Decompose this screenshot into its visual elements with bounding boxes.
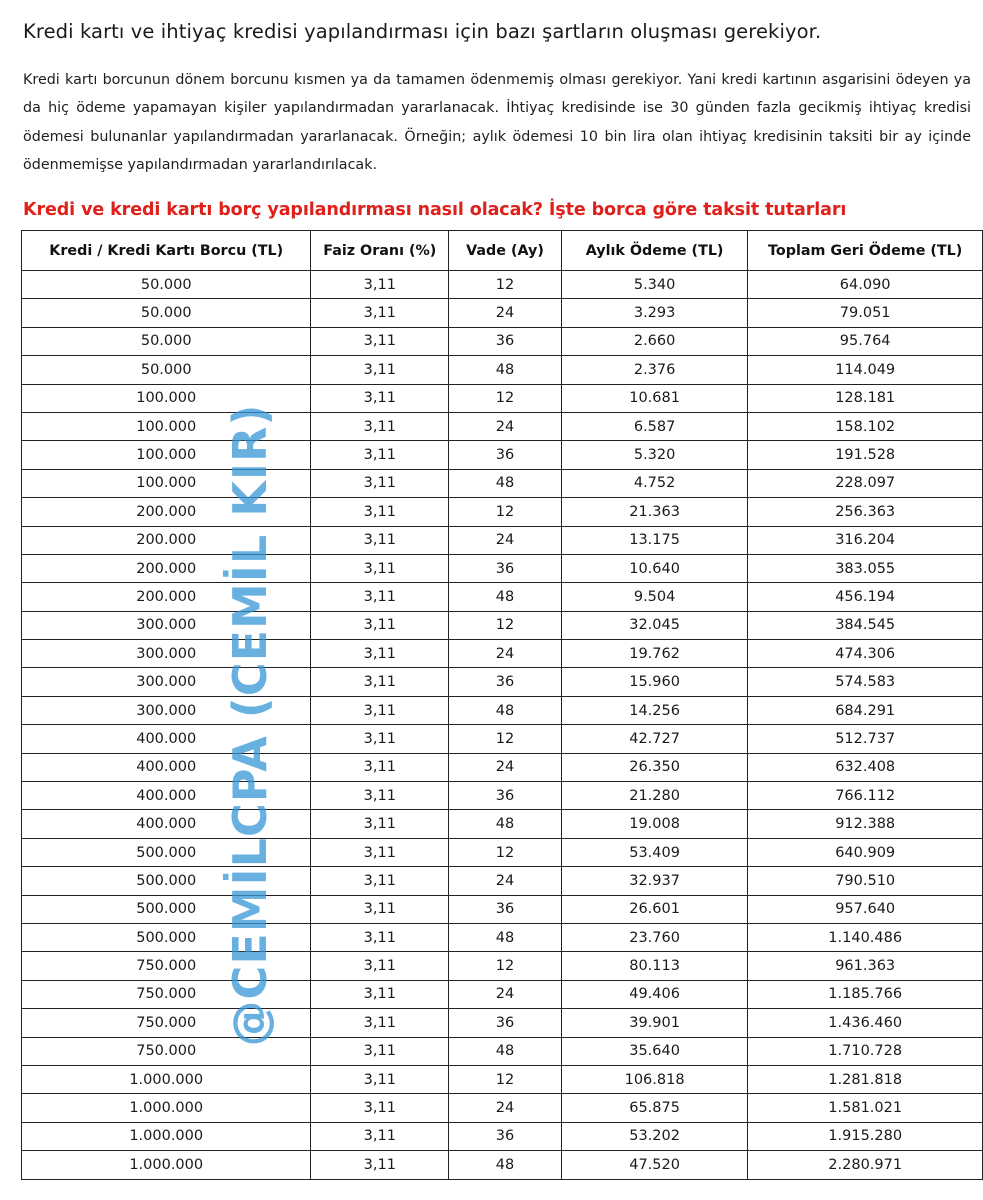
table-row: [22, 810, 983, 838]
cell-total-repayment: 158.102: [748, 412, 983, 440]
cell-term: 48: [449, 696, 562, 724]
cell-debt: 200.000: [22, 526, 311, 554]
cell-interest-rate: 3,11: [311, 271, 449, 299]
cell-interest-rate: 3,11: [311, 441, 449, 469]
cell-interest-rate: 3,11: [311, 1094, 449, 1122]
cell-total-repayment: 128.181: [748, 384, 983, 412]
cell-total-repayment: 790.510: [748, 867, 983, 895]
cell-total-repayment: 474.306: [748, 640, 983, 668]
cell-interest-rate: 3,11: [311, 583, 449, 611]
cell-debt: 750.000: [22, 1009, 311, 1037]
cell-monthly-payment: 5.320: [561, 441, 748, 469]
cell-term: 48: [449, 810, 562, 838]
cell-debt: 1.000.000: [22, 1151, 311, 1179]
table-row: [22, 725, 983, 753]
cell-total-repayment: 632.408: [748, 753, 983, 781]
cell-interest-rate: 3,11: [311, 1037, 449, 1065]
cell-term: 36: [449, 1122, 562, 1150]
cell-debt: 300.000: [22, 696, 311, 724]
header-total-repayment: Toplam Geri Ödeme (TL): [748, 231, 983, 271]
cell-monthly-payment: 15.960: [561, 668, 748, 696]
cell-debt: 100.000: [22, 412, 311, 440]
table-row: [22, 952, 983, 980]
table-title: Kredi ve kredi kartı borç yapılandırması nasıl olacak? İşte borca göre taksit tutarları: [23, 200, 847, 220]
cell-total-repayment: 228.097: [748, 469, 983, 497]
cell-term: 12: [449, 725, 562, 753]
cell-term: 12: [449, 271, 562, 299]
cell-interest-rate: 3,11: [311, 1065, 449, 1093]
cell-total-repayment: 1.581.021: [748, 1094, 983, 1122]
cell-debt: 1.000.000: [22, 1094, 311, 1122]
cell-debt: 100.000: [22, 384, 311, 412]
cell-term: 24: [449, 980, 562, 1008]
cell-debt: 50.000: [22, 271, 311, 299]
cell-interest-rate: 3,11: [311, 668, 449, 696]
cell-term: 48: [449, 1151, 562, 1179]
table-row: [22, 1009, 983, 1037]
cell-debt: 750.000: [22, 952, 311, 980]
intro-paragraph: Kredi kartı borcunun dönem borcunu kısmen ya da tamamen ödenmemiş olması gerekiyor. Yani kredi kartının asgarisini ödeyen ya da hiç ödeme yapamayan kişiler yapılandırmadan yararlanacak. İhtiyaç kredisinde ise 30 günden fazla gecikmiş ihtiyaç kredisi ödemesi bulunanlar yapılandırmadan yararlanacak. Örneğin; aylık ödemesi 10 bin lira olan ihtiyaç kredisinin taksiti bir ay içinde ödenmemişse yapılandırmadan yararlandırılacak.: [23, 72, 971, 173]
cell-debt: 100.000: [22, 441, 311, 469]
table-row: [22, 895, 983, 923]
cell-term: 48: [449, 923, 562, 951]
cell-interest-rate: 3,11: [311, 923, 449, 951]
cell-debt: 400.000: [22, 782, 311, 810]
cell-interest-rate: 3,11: [311, 753, 449, 781]
cell-debt: 50.000: [22, 327, 311, 355]
cell-monthly-payment: 26.350: [561, 753, 748, 781]
table-row: [22, 526, 983, 554]
cell-debt: 1.000.000: [22, 1065, 311, 1093]
table-row: [22, 327, 983, 355]
cell-interest-rate: 3,11: [311, 327, 449, 355]
cell-term: 36: [449, 327, 562, 355]
cell-monthly-payment: 10.640: [561, 554, 748, 582]
table-row: [22, 696, 983, 724]
cell-term: 24: [449, 526, 562, 554]
cell-monthly-payment: 106.818: [561, 1065, 748, 1093]
cell-term: 36: [449, 441, 562, 469]
cell-total-repayment: 1.436.460: [748, 1009, 983, 1037]
cell-total-repayment: 961.363: [748, 952, 983, 980]
cell-debt: 500.000: [22, 838, 311, 866]
installment-table: [21, 230, 983, 1180]
page-heading: Kredi kartı ve ihtiyaç kredisi yapılandırması için bazı şartların oluşması gerekiyor.: [23, 20, 822, 43]
cell-debt: 400.000: [22, 810, 311, 838]
cell-monthly-payment: 6.587: [561, 412, 748, 440]
table-row: [22, 271, 983, 299]
cell-monthly-payment: 13.175: [561, 526, 748, 554]
table-row: [22, 384, 983, 412]
cell-debt: 50.000: [22, 356, 311, 384]
cell-total-repayment: 1.915.280: [748, 1122, 983, 1150]
cell-interest-rate: 3,11: [311, 867, 449, 895]
table-row: [22, 838, 983, 866]
cell-debt: 400.000: [22, 753, 311, 781]
cell-term: 48: [449, 1037, 562, 1065]
cell-total-repayment: 512.737: [748, 725, 983, 753]
cell-monthly-payment: 21.280: [561, 782, 748, 810]
table-row: [22, 980, 983, 1008]
cell-monthly-payment: 4.752: [561, 469, 748, 497]
cell-interest-rate: 3,11: [311, 384, 449, 412]
cell-debt: 50.000: [22, 299, 311, 327]
cell-debt: 300.000: [22, 668, 311, 696]
cell-total-repayment: 456.194: [748, 583, 983, 611]
cell-monthly-payment: 53.202: [561, 1122, 748, 1150]
cell-total-repayment: 766.112: [748, 782, 983, 810]
cell-total-repayment: 316.204: [748, 526, 983, 554]
table-row: [22, 1151, 983, 1179]
cell-total-repayment: 684.291: [748, 696, 983, 724]
table-row: [22, 299, 983, 327]
cell-debt: 400.000: [22, 725, 311, 753]
table-row: [22, 753, 983, 781]
table-row: [22, 867, 983, 895]
cell-debt: 300.000: [22, 640, 311, 668]
cell-term: 12: [449, 384, 562, 412]
cell-term: 36: [449, 1009, 562, 1037]
table-row: [22, 356, 983, 384]
table-row: [22, 554, 983, 582]
cell-term: 24: [449, 412, 562, 440]
table-row: [22, 441, 983, 469]
cell-monthly-payment: 23.760: [561, 923, 748, 951]
header-interest-rate: Faiz Oranı (%): [311, 231, 449, 271]
cell-term: 24: [449, 299, 562, 327]
cell-monthly-payment: 32.937: [561, 867, 748, 895]
cell-total-repayment: 640.909: [748, 838, 983, 866]
cell-debt: 200.000: [22, 498, 311, 526]
cell-debt: 500.000: [22, 867, 311, 895]
cell-term: 24: [449, 640, 562, 668]
cell-debt: 100.000: [22, 469, 311, 497]
table-body: [22, 271, 983, 1180]
cell-total-repayment: 1.140.486: [748, 923, 983, 951]
cell-monthly-payment: 53.409: [561, 838, 748, 866]
cell-interest-rate: 3,11: [311, 611, 449, 639]
cell-interest-rate: 3,11: [311, 640, 449, 668]
cell-total-repayment: 114.049: [748, 356, 983, 384]
cell-interest-rate: 3,11: [311, 356, 449, 384]
cell-monthly-payment: 35.640: [561, 1037, 748, 1065]
cell-interest-rate: 3,11: [311, 782, 449, 810]
cell-monthly-payment: 19.008: [561, 810, 748, 838]
table-row: [22, 498, 983, 526]
cell-debt: 200.000: [22, 554, 311, 582]
cell-term: 12: [449, 952, 562, 980]
cell-total-repayment: 383.055: [748, 554, 983, 582]
header-term: Vade (Ay): [449, 231, 562, 271]
cell-monthly-payment: 42.727: [561, 725, 748, 753]
cell-term: 48: [449, 469, 562, 497]
cell-monthly-payment: 9.504: [561, 583, 748, 611]
cell-term: 12: [449, 498, 562, 526]
cell-total-repayment: 957.640: [748, 895, 983, 923]
cell-total-repayment: 79.051: [748, 299, 983, 327]
cell-total-repayment: 256.363: [748, 498, 983, 526]
table-row: [22, 1037, 983, 1065]
cell-term: 24: [449, 1094, 562, 1122]
cell-term: 36: [449, 895, 562, 923]
table-row: [22, 611, 983, 639]
table-header: [22, 231, 983, 271]
cell-interest-rate: 3,11: [311, 980, 449, 1008]
cell-total-repayment: 64.090: [748, 271, 983, 299]
cell-total-repayment: 95.764: [748, 327, 983, 355]
table-row: [22, 412, 983, 440]
watermark: @CEMİLCPA (CEMİL KIR): [223, 403, 277, 1047]
cell-interest-rate: 3,11: [311, 498, 449, 526]
header-row: [22, 231, 983, 271]
cell-interest-rate: 3,11: [311, 299, 449, 327]
cell-interest-rate: 3,11: [311, 810, 449, 838]
cell-debt: 750.000: [22, 1037, 311, 1065]
cell-total-repayment: 574.583: [748, 668, 983, 696]
header-debt: Kredi / Kredi Kartı Borcu (TL): [22, 231, 311, 271]
cell-term: 36: [449, 782, 562, 810]
cell-monthly-payment: 32.045: [561, 611, 748, 639]
cell-total-repayment: 1.185.766: [748, 980, 983, 1008]
cell-total-repayment: 1.710.728: [748, 1037, 983, 1065]
cell-monthly-payment: 14.256: [561, 696, 748, 724]
cell-interest-rate: 3,11: [311, 469, 449, 497]
cell-interest-rate: 3,11: [311, 838, 449, 866]
cell-monthly-payment: 26.601: [561, 895, 748, 923]
cell-debt: 200.000: [22, 583, 311, 611]
cell-interest-rate: 3,11: [311, 1151, 449, 1179]
cell-term: 12: [449, 1065, 562, 1093]
cell-interest-rate: 3,11: [311, 725, 449, 753]
cell-total-repayment: 191.528: [748, 441, 983, 469]
cell-monthly-payment: 2.376: [561, 356, 748, 384]
cell-monthly-payment: 5.340: [561, 271, 748, 299]
table-row: [22, 782, 983, 810]
cell-term: 36: [449, 554, 562, 582]
cell-interest-rate: 3,11: [311, 554, 449, 582]
cell-interest-rate: 3,11: [311, 1009, 449, 1037]
cell-monthly-payment: 47.520: [561, 1151, 748, 1179]
cell-term: 48: [449, 356, 562, 384]
cell-debt: 300.000: [22, 611, 311, 639]
cell-monthly-payment: 3.293: [561, 299, 748, 327]
cell-total-repayment: 384.545: [748, 611, 983, 639]
cell-term: 12: [449, 838, 562, 866]
cell-total-repayment: 2.280.971: [748, 1151, 983, 1179]
cell-term: 24: [449, 753, 562, 781]
cell-total-repayment: 912.388: [748, 810, 983, 838]
cell-term: 12: [449, 611, 562, 639]
table-row: [22, 583, 983, 611]
cell-debt: 750.000: [22, 980, 311, 1008]
cell-term: 36: [449, 668, 562, 696]
cell-monthly-payment: 19.762: [561, 640, 748, 668]
table-row: [22, 668, 983, 696]
table-row: [22, 1065, 983, 1093]
cell-interest-rate: 3,11: [311, 696, 449, 724]
cell-monthly-payment: 2.660: [561, 327, 748, 355]
header-monthly-payment: Aylık Ödeme (TL): [561, 231, 748, 271]
cell-interest-rate: 3,11: [311, 1122, 449, 1150]
cell-term: 48: [449, 583, 562, 611]
cell-interest-rate: 3,11: [311, 895, 449, 923]
cell-monthly-payment: 80.113: [561, 952, 748, 980]
cell-debt: 500.000: [22, 895, 311, 923]
cell-monthly-payment: 49.406: [561, 980, 748, 1008]
cell-monthly-payment: 39.901: [561, 1009, 748, 1037]
table-row: [22, 1122, 983, 1150]
cell-debt: 500.000: [22, 923, 311, 951]
cell-term: 24: [449, 867, 562, 895]
table-row: [22, 923, 983, 951]
cell-monthly-payment: 21.363: [561, 498, 748, 526]
cell-monthly-payment: 10.681: [561, 384, 748, 412]
table-row: [22, 640, 983, 668]
cell-debt: 1.000.000: [22, 1122, 311, 1150]
cell-monthly-payment: 65.875: [561, 1094, 748, 1122]
cell-interest-rate: 3,11: [311, 412, 449, 440]
table-row: [22, 469, 983, 497]
cell-total-repayment: 1.281.818: [748, 1065, 983, 1093]
table-row: [22, 1094, 983, 1122]
cell-interest-rate: 3,11: [311, 526, 449, 554]
cell-interest-rate: 3,11: [311, 952, 449, 980]
